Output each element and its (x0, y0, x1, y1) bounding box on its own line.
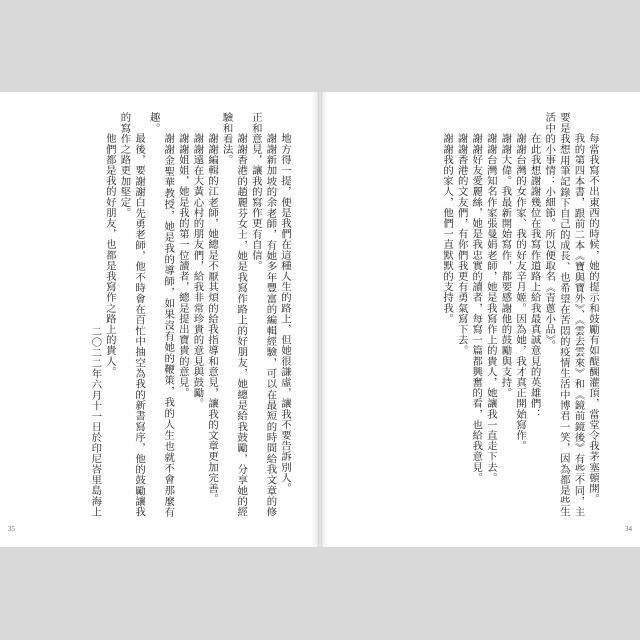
signature-date-line: 二〇二二年六月十一日於印尼峇里島海上 (89, 326, 102, 517)
paragraph: 我的第四本書，跟前二本《寶與寶外》、《雲去雲來》和《鏡前鏡後》有些不同，主要是我想用筆記錄下自己的成長、也希望在苦悶的疫情生活中博君一笑，因為都是些生活中的小事情：小細節。所以便取名《青蔥小品》。 (543, 112, 585, 517)
right-page (322, 92, 640, 547)
right-page-text (342, 112, 600, 517)
page-number: 35 (8, 525, 15, 533)
paragraph: 謝謝好友愛麗絲，她是我忠實的讀者，每寫一篇都興奮的看，也給我意見。 (470, 132, 483, 483)
paragraph: 謝謝香港的文友們，有你們我更有勇氣寫下去。 (455, 132, 468, 356)
paragraph: 謝謝編輯的江老師，她總是不厭其煩的給我指導和意見，讓我的文章更加完善。 (206, 132, 219, 504)
left-page-text (40, 112, 292, 517)
paragraph: 他們都是我的好朋友，也都是我寫作之路上的貴人。 (103, 132, 116, 377)
paragraph: 地方得一提，便是我們在這種人生的路上，但她很謙虛，讓我不要告訴別人。 (279, 132, 291, 494)
paragraph: 謝謝新加坡的余老師，有她多年豐富的編輯經驗，可以在最短的時間給我文章的修正和意見，讓我的寫作更有自信。 (249, 112, 277, 517)
paragraph: 謝謝姐姐，她是我的第一位讀者，總是提出寶貴的意見。 (176, 132, 189, 398)
paragraph: 謝謝大偉。我最新開始寫作，都要感謝他的鼓勵與支持。 (499, 132, 512, 398)
paragraph: 謝謝台灣知名作家張曼娟老師，她是我寫作上的貴人，她讓我一直走下去。 (484, 132, 497, 483)
paragraph: 每當我寫不出東西的時候，她的提示和鼓勵有如醍醐灌頂，當堂令我茅塞頓開。 (587, 132, 599, 504)
paragraph: 最後，要謝謝白先勇老師，他不時會在百忙中抽空為我的新書寫序，他的鼓勵讓我的寫作之路更加堅定。 (118, 112, 146, 517)
left-page (0, 92, 318, 547)
paragraph: 在此我想謝謝幾位在我寫作道路上給我最真誠意見的英雄們： (528, 132, 541, 419)
paragraph: 謝謝香港的趙麗芬女士，她是我寫作路上的好朋友，她總是給我鼓勵，分享她的經驗和看法。 (220, 112, 248, 517)
page-number: 34 (625, 525, 632, 533)
paragraph: 謝謝台灣的女作家、我的好友辛月姬。因為她，我才真正開始寫作。 (514, 132, 527, 451)
paragraph: 謝謝金聖華教授，她是我的導師，如果沒有她的鞭策，我的人生也就不會那麼有趣。 (147, 112, 175, 517)
paragraph: 謝謝遠在大黃心村的朋友們，給我非常珍貴的意見與鼓勵。 (191, 132, 204, 409)
paragraph: 謝謝我的家人，他們一直默默的支持我。 (441, 132, 454, 324)
